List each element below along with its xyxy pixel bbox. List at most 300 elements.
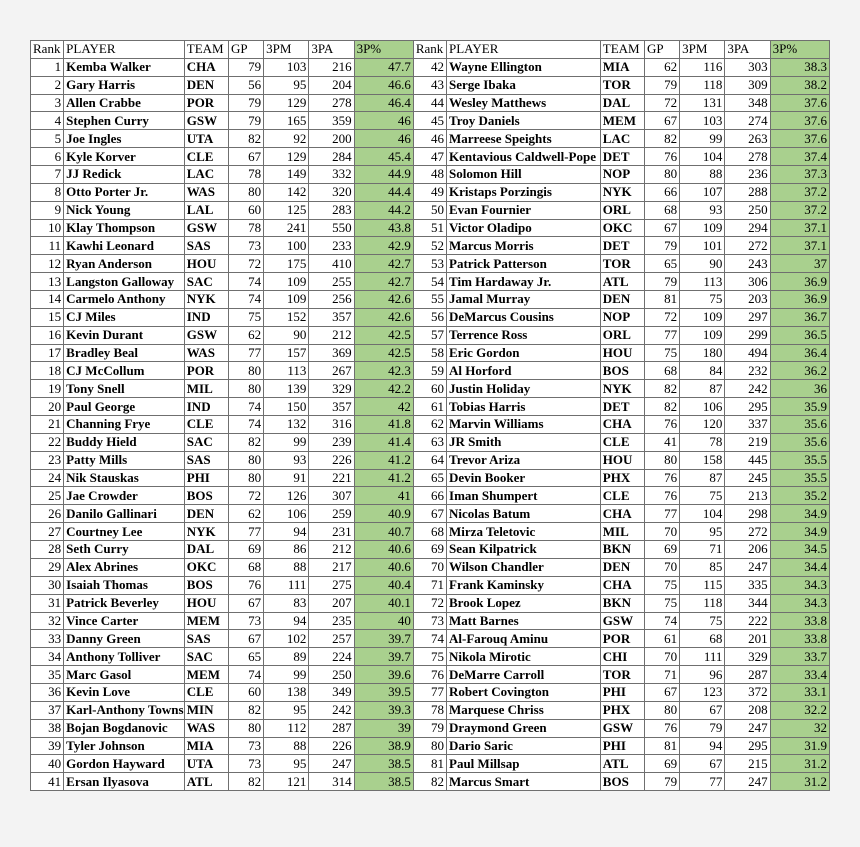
cell-team: CHA — [600, 416, 644, 434]
cell-rank: 76 — [413, 666, 446, 684]
cell-rank: 46 — [413, 130, 446, 148]
table-row — [31, 612, 830, 630]
cell-team: TOR — [600, 255, 644, 273]
cell-3p-pct: 44.2 — [354, 201, 413, 219]
cell-3p-pct: 33.1 — [770, 683, 829, 701]
cell-team: CHA — [184, 58, 228, 76]
cell-3pa: 221 — [309, 469, 354, 487]
cell-team: NOP — [600, 308, 644, 326]
cell-team: GSW — [600, 612, 644, 630]
cell-team: SAS — [184, 451, 228, 469]
table-row — [31, 112, 830, 130]
cell-player: Jae Crowder — [64, 487, 185, 505]
cell-player: Klay Thompson — [64, 219, 185, 237]
cell-rank: 69 — [413, 541, 446, 559]
table-row — [31, 451, 830, 469]
cell-rank: 34 — [31, 648, 64, 666]
cell-3pa: 247 — [725, 719, 770, 737]
cell-3pm: 165 — [264, 112, 309, 130]
table-row — [31, 344, 830, 362]
cell-rank: 44 — [413, 94, 446, 112]
cell-3pa: 295 — [725, 737, 770, 755]
cell-3p-pct: 45.4 — [354, 148, 413, 166]
cell-rank: 33 — [31, 630, 64, 648]
cell-3pa: 332 — [309, 166, 354, 184]
cell-rank: 38 — [31, 719, 64, 737]
cell-3pa: 243 — [725, 255, 770, 273]
cell-team: POR — [184, 94, 228, 112]
cell-player: Joe Ingles — [64, 130, 185, 148]
cell-rank: 5 — [31, 130, 64, 148]
cell-3pm: 109 — [680, 326, 725, 344]
cell-3p-pct: 42.5 — [354, 344, 413, 362]
table-row — [31, 469, 830, 487]
cell-player: CJ Miles — [64, 308, 185, 326]
header-3pm-left: 3PM — [264, 41, 309, 59]
cell-rank: 19 — [31, 380, 64, 398]
cell-3pm: 125 — [264, 201, 309, 219]
cell-team: ATL — [184, 773, 228, 791]
cell-rank: 29 — [31, 558, 64, 576]
cell-player: Kawhi Leonard — [64, 237, 185, 255]
cell-3pa: 219 — [725, 433, 770, 451]
three-point-leaders-table — [30, 40, 830, 791]
cell-gp: 82 — [645, 380, 680, 398]
cell-gp: 67 — [645, 112, 680, 130]
cell-rank: 45 — [413, 112, 446, 130]
cell-3p-pct: 42.5 — [354, 326, 413, 344]
cell-team: PHI — [600, 683, 644, 701]
cell-team: CLE — [600, 487, 644, 505]
cell-player: Paul Millsap — [447, 755, 601, 773]
cell-team: MEM — [184, 612, 228, 630]
cell-team: ORL — [600, 201, 644, 219]
cell-gp: 79 — [228, 94, 263, 112]
cell-gp: 67 — [228, 148, 263, 166]
cell-3pm: 132 — [264, 416, 309, 434]
table-row — [31, 76, 830, 94]
cell-gp: 66 — [645, 183, 680, 201]
cell-rank: 12 — [31, 255, 64, 273]
cell-rank: 4 — [31, 112, 64, 130]
cell-team: MEM — [600, 112, 644, 130]
cell-rank: 17 — [31, 344, 64, 362]
cell-gp: 80 — [228, 451, 263, 469]
cell-3pm: 85 — [680, 558, 725, 576]
cell-3pm: 87 — [680, 380, 725, 398]
cell-3p-pct: 37.1 — [770, 237, 829, 255]
cell-team: UTA — [184, 755, 228, 773]
cell-rank: 13 — [31, 273, 64, 291]
cell-3p-pct: 46.4 — [354, 94, 413, 112]
cell-player: Evan Fournier — [447, 201, 601, 219]
table-row — [31, 594, 830, 612]
cell-3pa: 233 — [309, 237, 354, 255]
cell-3p-pct: 36.9 — [770, 291, 829, 309]
cell-3p-pct: 39.6 — [354, 666, 413, 684]
cell-player: Robert Covington — [447, 683, 601, 701]
cell-3p-pct: 37.2 — [770, 201, 829, 219]
table-row — [31, 773, 830, 791]
cell-3pm: 99 — [264, 666, 309, 684]
cell-3pm: 139 — [264, 380, 309, 398]
cell-gp: 82 — [645, 130, 680, 148]
cell-3p-pct: 40.7 — [354, 523, 413, 541]
table-row — [31, 755, 830, 773]
header-team-left: TEAM — [184, 41, 228, 59]
header-row — [31, 41, 830, 59]
cell-3pm: 126 — [264, 487, 309, 505]
header-gp-right: GP — [645, 41, 680, 59]
cell-team: PHI — [184, 469, 228, 487]
cell-3p-pct: 35.6 — [770, 416, 829, 434]
cell-3pm: 99 — [680, 130, 725, 148]
cell-player: Marcus Smart — [447, 773, 601, 791]
cell-player: Nik Stauskas — [64, 469, 185, 487]
cell-rank: 75 — [413, 648, 446, 666]
table-row — [31, 541, 830, 559]
header-gp-left: GP — [228, 41, 263, 59]
cell-3pa: 217 — [309, 558, 354, 576]
cell-3pa: 242 — [309, 701, 354, 719]
cell-rank: 79 — [413, 719, 446, 737]
cell-gp: 77 — [645, 505, 680, 523]
cell-3p-pct: 40.6 — [354, 558, 413, 576]
cell-gp: 76 — [645, 469, 680, 487]
cell-player: Jamal Murray — [447, 291, 601, 309]
cell-3pm: 68 — [680, 630, 725, 648]
cell-3pm: 95 — [264, 76, 309, 94]
cell-player: Marquese Chriss — [447, 701, 601, 719]
cell-3pm: 112 — [264, 719, 309, 737]
cell-team: DEN — [184, 76, 228, 94]
cell-3p-pct: 40 — [354, 612, 413, 630]
cell-3pm: 78 — [680, 433, 725, 451]
cell-3pm: 86 — [264, 541, 309, 559]
cell-rank: 59 — [413, 362, 446, 380]
cell-team: BKN — [600, 594, 644, 612]
cell-3p-pct: 39.3 — [354, 701, 413, 719]
cell-player: Danny Green — [64, 630, 185, 648]
cell-team: BOS — [600, 362, 644, 380]
cell-3pm: 104 — [680, 505, 725, 523]
cell-3pm: 88 — [264, 737, 309, 755]
cell-3pm: 118 — [680, 594, 725, 612]
cell-gp: 56 — [228, 76, 263, 94]
header-3pa-right: 3PA — [725, 41, 770, 59]
cell-gp: 71 — [645, 666, 680, 684]
cell-team: LAL — [184, 201, 228, 219]
cell-player: Solomon Hill — [447, 166, 601, 184]
cell-team: LAC — [184, 166, 228, 184]
cell-3pa: 208 — [725, 701, 770, 719]
cell-3p-pct: 35.6 — [770, 433, 829, 451]
cell-3pa: 410 — [309, 255, 354, 273]
cell-team: DEN — [600, 558, 644, 576]
cell-3p-pct: 34.3 — [770, 576, 829, 594]
cell-3pm: 149 — [264, 166, 309, 184]
cell-3pa: 284 — [309, 148, 354, 166]
cell-gp: 77 — [228, 523, 263, 541]
cell-gp: 67 — [645, 683, 680, 701]
cell-3pm: 113 — [680, 273, 725, 291]
cell-3pa: 329 — [725, 648, 770, 666]
cell-team: MEM — [184, 666, 228, 684]
cell-3pm: 94 — [264, 523, 309, 541]
cell-3p-pct: 38.9 — [354, 737, 413, 755]
table-row — [31, 523, 830, 541]
cell-3p-pct: 41.2 — [354, 451, 413, 469]
cell-team: SAS — [184, 630, 228, 648]
cell-team: CLE — [184, 683, 228, 701]
cell-3pm: 67 — [680, 755, 725, 773]
cell-rank: 43 — [413, 76, 446, 94]
cell-team: IND — [184, 398, 228, 416]
cell-gp: 70 — [645, 523, 680, 541]
cell-3pm: 79 — [680, 719, 725, 737]
cell-team: HOU — [184, 255, 228, 273]
cell-gp: 82 — [645, 398, 680, 416]
cell-rank: 24 — [31, 469, 64, 487]
cell-3pa: 298 — [725, 505, 770, 523]
cell-gp: 74 — [228, 291, 263, 309]
table-row — [31, 130, 830, 148]
cell-rank: 11 — [31, 237, 64, 255]
cell-3pm: 92 — [264, 130, 309, 148]
cell-3p-pct: 40.1 — [354, 594, 413, 612]
cell-3p-pct: 35.5 — [770, 451, 829, 469]
cell-3pa: 200 — [309, 130, 354, 148]
cell-team: CHA — [600, 576, 644, 594]
cell-3p-pct: 38.2 — [770, 76, 829, 94]
cell-player: Mirza Teletovic — [447, 523, 601, 541]
cell-player: Matt Barnes — [447, 612, 601, 630]
cell-rank: 72 — [413, 594, 446, 612]
cell-player: Troy Daniels — [447, 112, 601, 130]
cell-3pa: 232 — [725, 362, 770, 380]
cell-gp: 68 — [645, 362, 680, 380]
cell-3pm: 152 — [264, 308, 309, 326]
cell-player: JR Smith — [447, 433, 601, 451]
cell-3p-pct: 42.7 — [354, 255, 413, 273]
cell-rank: 36 — [31, 683, 64, 701]
cell-team: PHI — [600, 737, 644, 755]
cell-3pa: 216 — [309, 58, 354, 76]
cell-gp: 60 — [228, 201, 263, 219]
cell-gp: 70 — [645, 558, 680, 576]
table-row — [31, 719, 830, 737]
cell-gp: 80 — [228, 362, 263, 380]
header-rank-right: Rank — [413, 41, 446, 59]
cell-rank: 20 — [31, 398, 64, 416]
cell-team: BKN — [600, 541, 644, 559]
cell-rank: 48 — [413, 166, 446, 184]
cell-3pa: 224 — [309, 648, 354, 666]
table-row — [31, 505, 830, 523]
cell-gp: 72 — [228, 255, 263, 273]
cell-player: Allen Crabbe — [64, 94, 185, 112]
cell-3pa: 295 — [725, 398, 770, 416]
cell-3p-pct: 32 — [770, 719, 829, 737]
cell-team: GSW — [600, 719, 644, 737]
cell-gp: 69 — [645, 755, 680, 773]
cell-3p-pct: 41.8 — [354, 416, 413, 434]
cell-player: Channing Frye — [64, 416, 185, 434]
cell-3pa: 272 — [725, 237, 770, 255]
cell-gp: 77 — [645, 326, 680, 344]
cell-3pm: 109 — [264, 273, 309, 291]
cell-3pa: 207 — [309, 594, 354, 612]
cell-player: Tony Snell — [64, 380, 185, 398]
cell-3pa: 201 — [725, 630, 770, 648]
cell-3pm: 103 — [680, 112, 725, 130]
cell-3p-pct: 40.4 — [354, 576, 413, 594]
cell-player: Wayne Ellington — [447, 58, 601, 76]
cell-rank: 74 — [413, 630, 446, 648]
cell-3p-pct: 35.2 — [770, 487, 829, 505]
cell-3p-pct: 37.3 — [770, 166, 829, 184]
cell-rank: 53 — [413, 255, 446, 273]
cell-3pa: 203 — [725, 291, 770, 309]
cell-player: Wesley Matthews — [447, 94, 601, 112]
cell-3pm: 109 — [264, 291, 309, 309]
cell-rank: 71 — [413, 576, 446, 594]
cell-3pa: 245 — [725, 469, 770, 487]
cell-rank: 60 — [413, 380, 446, 398]
cell-3p-pct: 42.7 — [354, 273, 413, 291]
cell-gp: 62 — [645, 58, 680, 76]
table-row — [31, 362, 830, 380]
cell-team: NYK — [600, 183, 644, 201]
cell-player: CJ McCollum — [64, 362, 185, 380]
cell-3pm: 121 — [264, 773, 309, 791]
cell-rank: 18 — [31, 362, 64, 380]
cell-3pa: 287 — [309, 719, 354, 737]
cell-3pm: 142 — [264, 183, 309, 201]
cell-team: DAL — [184, 541, 228, 559]
cell-player: Seth Curry — [64, 541, 185, 559]
cell-gp: 80 — [645, 451, 680, 469]
cell-gp: 82 — [228, 701, 263, 719]
cell-player: Buddy Hield — [64, 433, 185, 451]
cell-3p-pct: 34.9 — [770, 523, 829, 541]
table-row — [31, 326, 830, 344]
cell-rank: 80 — [413, 737, 446, 755]
cell-3pm: 95 — [264, 755, 309, 773]
cell-3p-pct: 40.9 — [354, 505, 413, 523]
cell-rank: 68 — [413, 523, 446, 541]
cell-3p-pct: 38.3 — [770, 58, 829, 76]
cell-3pm: 180 — [680, 344, 725, 362]
cell-3p-pct: 46.6 — [354, 76, 413, 94]
cell-gp: 79 — [645, 773, 680, 791]
cell-player: Frank Kaminsky — [447, 576, 601, 594]
cell-team: ORL — [600, 326, 644, 344]
cell-rank: 26 — [31, 505, 64, 523]
cell-rank: 40 — [31, 755, 64, 773]
cell-team: BOS — [184, 487, 228, 505]
cell-gp: 73 — [228, 755, 263, 773]
cell-3pm: 99 — [264, 433, 309, 451]
cell-3p-pct: 38.5 — [354, 773, 413, 791]
cell-3pm: 123 — [680, 683, 725, 701]
cell-gp: 73 — [228, 612, 263, 630]
cell-team: HOU — [600, 344, 644, 362]
cell-player: Kyle Korver — [64, 148, 185, 166]
cell-gp: 79 — [645, 76, 680, 94]
cell-gp: 79 — [645, 237, 680, 255]
cell-player: Courtney Lee — [64, 523, 185, 541]
cell-3pm: 138 — [264, 683, 309, 701]
cell-3p-pct: 40.6 — [354, 541, 413, 559]
cell-gp: 67 — [228, 594, 263, 612]
table-row — [31, 273, 830, 291]
cell-team: CHA — [600, 505, 644, 523]
cell-team: SAC — [184, 273, 228, 291]
cell-team: SAC — [184, 648, 228, 666]
cell-3pa: 257 — [309, 630, 354, 648]
header-3pa-left: 3PA — [309, 41, 354, 59]
cell-3pm: 93 — [680, 201, 725, 219]
cell-3pm: 109 — [680, 219, 725, 237]
cell-player: Tim Hardaway Jr. — [447, 273, 601, 291]
cell-player: Brook Lopez — [447, 594, 601, 612]
cell-3p-pct: 34.5 — [770, 541, 829, 559]
cell-team: IND — [184, 308, 228, 326]
cell-gp: 65 — [228, 648, 263, 666]
cell-player: Danilo Gallinari — [64, 505, 185, 523]
cell-rank: 25 — [31, 487, 64, 505]
cell-rank: 16 — [31, 326, 64, 344]
cell-player: Nick Young — [64, 201, 185, 219]
cell-3pm: 75 — [680, 487, 725, 505]
cell-rank: 8 — [31, 183, 64, 201]
cell-3pm: 95 — [264, 701, 309, 719]
cell-3pa: 316 — [309, 416, 354, 434]
cell-3pm: 84 — [680, 362, 725, 380]
cell-rank: 54 — [413, 273, 446, 291]
cell-team: HOU — [184, 594, 228, 612]
cell-player: Paul George — [64, 398, 185, 416]
cell-player: Eric Gordon — [447, 344, 601, 362]
cell-gp: 70 — [645, 648, 680, 666]
cell-3pm: 77 — [680, 773, 725, 791]
cell-3p-pct: 32.2 — [770, 701, 829, 719]
cell-3pa: 337 — [725, 416, 770, 434]
cell-team: DEN — [600, 291, 644, 309]
cell-gp: 78 — [228, 219, 263, 237]
cell-3pa: 222 — [725, 612, 770, 630]
cell-rank: 63 — [413, 433, 446, 451]
cell-3pa: 348 — [725, 94, 770, 112]
cell-3pm: 241 — [264, 219, 309, 237]
table-row — [31, 94, 830, 112]
cell-rank: 9 — [31, 201, 64, 219]
cell-gp: 67 — [228, 630, 263, 648]
cell-3p-pct: 37.6 — [770, 112, 829, 130]
cell-3pa: 263 — [725, 130, 770, 148]
cell-3pm: 111 — [264, 576, 309, 594]
cell-player: Carmelo Anthony — [64, 291, 185, 309]
cell-rank: 28 — [31, 541, 64, 559]
cell-3pa: 231 — [309, 523, 354, 541]
cell-player: Justin Holiday — [447, 380, 601, 398]
cell-3pa: 297 — [725, 308, 770, 326]
cell-3pm: 94 — [680, 737, 725, 755]
cell-3p-pct: 36.4 — [770, 344, 829, 362]
cell-3p-pct: 34.3 — [770, 594, 829, 612]
cell-rank: 51 — [413, 219, 446, 237]
